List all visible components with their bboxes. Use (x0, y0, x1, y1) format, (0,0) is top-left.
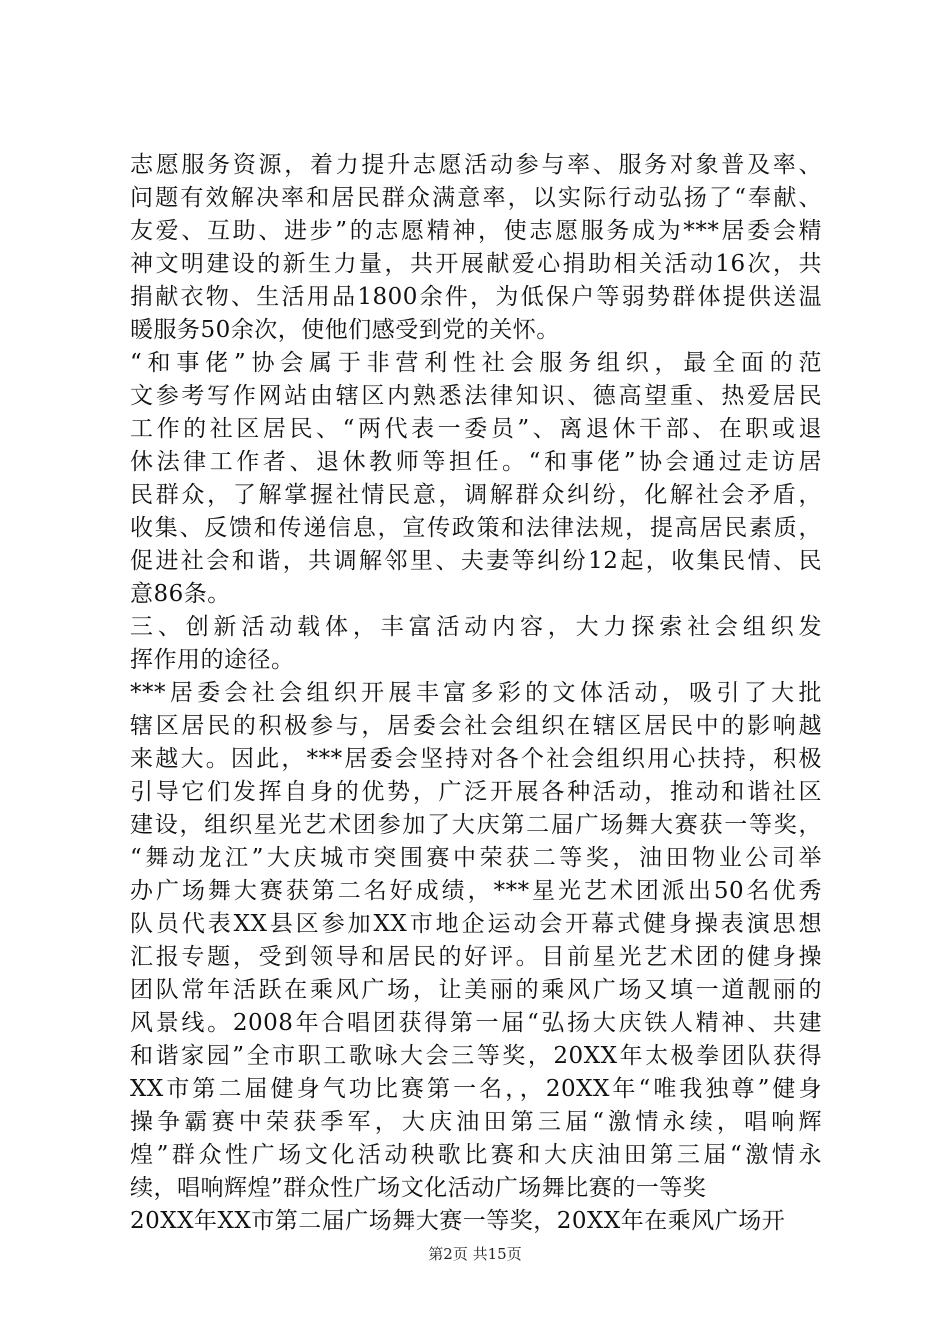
text-line: 工作的社区居民、“两代表一委员”、离退休干部、在职或退 (130, 416, 822, 442)
text-line: 和谐家园”全市职工歌咏大会三等奖，20XX年太极拳团队获得 (130, 1043, 822, 1069)
text-line: 续，唱响辉煌”群众性广场文化活动广场舞比赛的一等奖 (130, 1175, 707, 1201)
text-line: 文参考写作网站由辖区内熟悉法律知识、德高望重、热爱居民 (130, 383, 822, 409)
text-line: 意86条。 (130, 581, 231, 607)
text-line: 促进社会和谐，共调解邻里、夫妻等纠纷12起，收集民情、民 (130, 548, 822, 574)
text-line: 煌”群众性广场文化活动秧歌比赛和大庆油田第三届“激情永 (130, 1142, 822, 1168)
text-line: XX市第二届健身气功比赛第一名，，20XX年“唯我独尊”健身 (130, 1076, 822, 1102)
text-line: 汇报专题，受到领导和居民的好评。目前星光艺术团的健身操 (130, 944, 822, 970)
text-line: 休法律工作者、退休教师等担任。“和事佬”协会通过走访居 (130, 449, 822, 475)
text-line: 风景线。2008年合唱团获得第一届“弘扬大庆铁人精神、共建 (130, 1010, 822, 1036)
text-line: 建设，组织星光艺术团参加了大庆第二届广场舞大赛获一等奖， (130, 812, 822, 838)
text-line: 队员代表XX县区参加XX市地企运动会开幕式健身操表演思想 (130, 911, 822, 937)
text-line: 办广场舞大赛获第二名好成绩，***星光艺术团派出50名优秀 (130, 878, 822, 904)
text-line: “舞动龙江”大庆城市突围赛中荣获二等奖，油田物业公司举 (130, 845, 822, 871)
text-line: 团队常年活跃在乘风广场，让美丽的乘风广场又填一道靓丽的 (130, 977, 822, 1003)
text-line: 志愿服务资源，着力提升志愿活动参与率、服务对象普及率、 (130, 152, 822, 178)
text-line: 收集、反馈和传递信息，宣传政策和法律法规，提高居民素质， (130, 515, 822, 541)
text-line: ***居委会社会组织开展丰富多彩的文体活动，吸引了大批 (130, 680, 822, 706)
text-line: 问题有效解决率和居民群众满意率，以实际行动弘扬了“奉献、 (130, 185, 822, 211)
text-line: 民群众，了解掌握社情民意，调解群众纠纷，化解社会矛盾， (130, 482, 822, 508)
text-line: 神文明建设的新生力量，共开展献爱心捐助相关活动16次，共 (130, 251, 822, 277)
page-footer: 第2页 共15页 (428, 1245, 522, 1263)
text-line: 三、创新活动载体，丰富活动内容，大力探索社会组织发 (130, 614, 822, 640)
text-line: 暖服务50余次，使他们感受到党的关怀。 (130, 317, 560, 343)
document-body (130, 149, 822, 1238)
text-line: 友爱、互助、进步”的志愿精神，使志愿服务成为***居委会精 (130, 218, 822, 244)
text-line: 捐献衣物、生活用品1800余件，为低保户等弱势群体提供送温 (130, 284, 822, 310)
text-line: 20XX年XX市第二届广场舞大赛一等奖，20XX年在乘风广场开 (130, 1208, 786, 1234)
text-line: 辖区居民的积极参与，居委会社会组织在辖区居民中的影响越 (130, 713, 822, 739)
text-line: 引导它们发挥自身的优势，广泛开展各种活动，推动和谐社区 (130, 779, 822, 805)
text-line: 操争霸赛中荣获季军，大庆油田第三届“激情永续，唱响辉 (130, 1109, 822, 1135)
text-line: “和事佬”协会属于非营利性社会服务组织，最全面的范 (130, 350, 822, 376)
text-line: 挥作用的途径。 (130, 647, 295, 673)
text-line: 来越大。因此，***居委会坚持对各个社会组织用心扶持，积极 (130, 746, 822, 772)
